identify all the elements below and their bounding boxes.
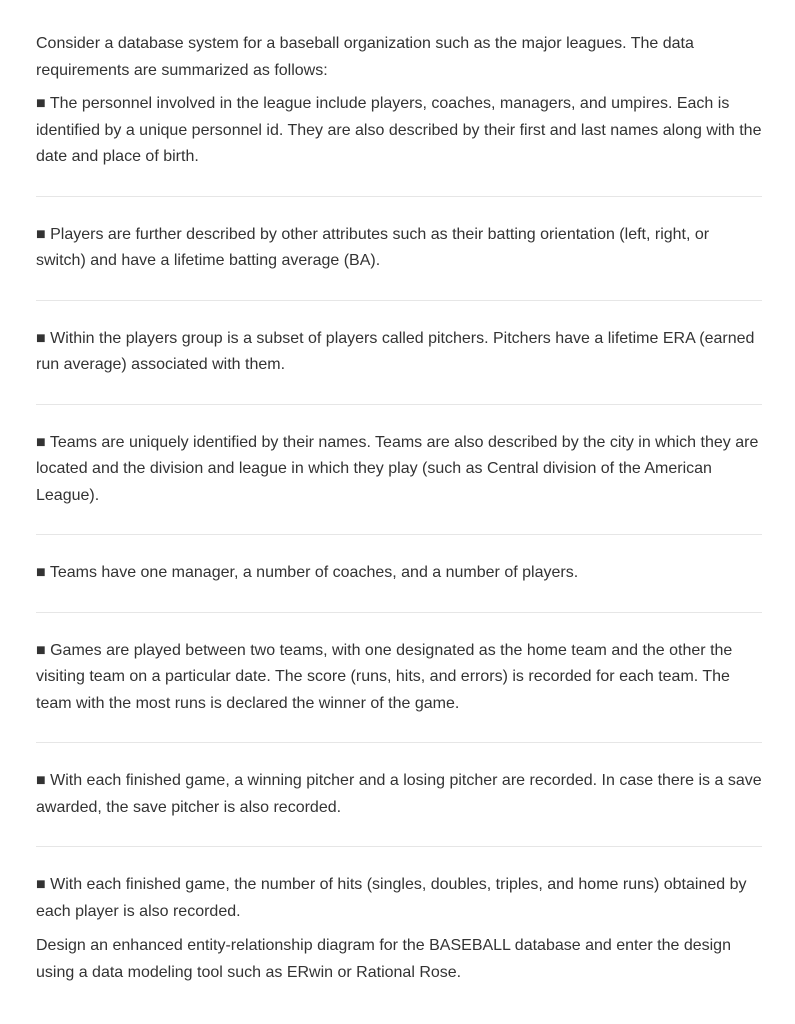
requirement-section xyxy=(36,430,762,536)
requirement-section xyxy=(36,638,762,744)
requirement-section xyxy=(36,222,762,301)
requirement-text: ■ The personnel involved in the league include players, coaches, managers, and umpires. Each is identified by a unique personnel id. They are also described by their first and last names along with the date and place of birth. xyxy=(36,95,762,165)
requirement-text: ■ Within the players group is a subset of players called pitchers. Pitchers have a lifetime ERA (earned run average) associated with them. xyxy=(36,329,755,373)
requirement-text: ■ Players are further described by other attributes such as their batting orientation (left, right, or switch) and have a lifetime batting average (BA). xyxy=(36,225,710,269)
requirement-section xyxy=(36,326,762,405)
requirement-text: ■ Games are played between two teams, with one designated as the home team and the other the visiting team on a particular date. The score (runs, hits, and errors) is recorded for each team. The team with the most runs is declared the winner of the game. xyxy=(36,641,733,712)
requirement-section xyxy=(36,560,762,613)
requirement-section xyxy=(36,872,762,925)
requirement-section xyxy=(36,768,762,847)
requirement-text: ■ With each finished game, a winning pitcher and a losing pitcher are recorded. In case there is a save awarded, the save pitcher is also recorded. xyxy=(36,772,762,816)
closing-paragraph: Design an enhanced entity-relationship diagram for the BASEBALL database and enter the design using a data modeling tool such as ERwin or Rational Rose. xyxy=(36,937,731,981)
requirement-text: ■ Teams are uniquely identified by their names. Teams are also described by the city in which they are located and the division and league in which they play (such as Central division of the American League). xyxy=(36,433,759,504)
intro-paragraph: Consider a database system for a baseball organization such as the major leagues. The data requirements are summarized as follows: xyxy=(36,35,694,79)
requirement-section xyxy=(36,91,762,197)
requirement-text: ■ Teams have one manager, a number of coaches, and a number of players. xyxy=(36,564,579,581)
requirement-text: ■ With each finished game, the number of hits (singles, doubles, triples, and home runs) obtained by each player is also recorded. xyxy=(36,876,747,920)
